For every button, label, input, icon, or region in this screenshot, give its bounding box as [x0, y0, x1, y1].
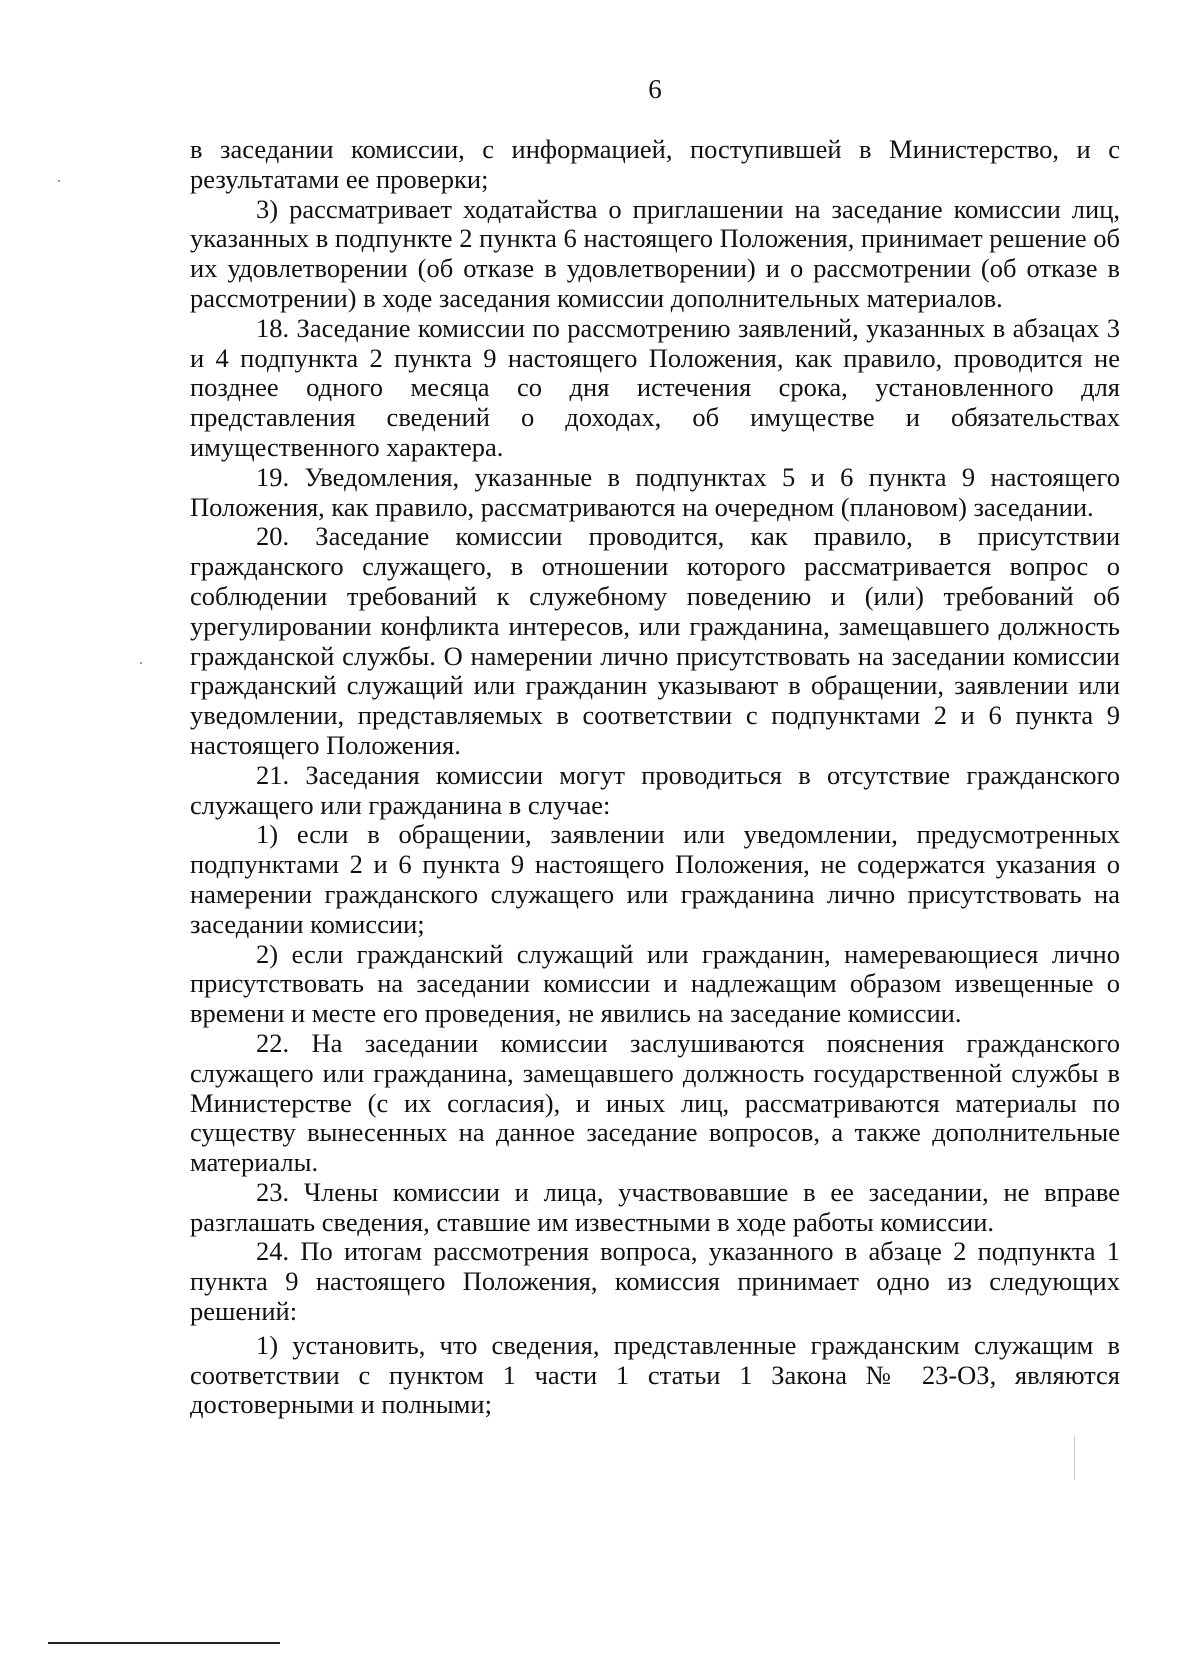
paragraph-item-21-subitem-2: 2) если гражданский служащий или гражданин, намеревающиеся лично присутствовать на заседании комиссии и надлежащим образом извещенные о времени и месте его проведения, не явились на заседание комиссии.	[190, 938, 1120, 1029]
scan-speck	[1074, 1436, 1075, 1480]
paragraph-item-19: 19. Уведомления, указанные в подпунктах 5 и 6 пункта 9 настоящего Положения, как правило, рассматриваются на очередном (плановом) заседании.	[190, 461, 1120, 522]
page-number: 6	[648, 74, 662, 104]
paragraph-continuation: в заседании комиссии, с информацией, поступившей в Министерство, и с результатами ее проверки;	[190, 134, 1120, 194]
paragraph-item-23: 23. Члены комиссии и лица, участвовавшие в ее заседании, не вправе разглашать сведения, ставшие им известными в ходе работы комиссии.	[190, 1176, 1120, 1237]
paragraph-item-20: 20. Заседание комиссии проводится, как правило, в присутствии гражданского служащего, в отношении которого рассматривается вопрос о соблюдении требований к служебному поведению и (или) требований об урегулировании конфликта интересов, или гражданина, замещавшего должность гражданской службы. О намерении лично присутствовать на заседании комиссии гражданский служащий или гражданин указывают в обращении, заявлении или уведомлении, представляемых в соответствии с подпунктами 2 и 6 пункта 9 настоящего Положения.	[190, 521, 1120, 760]
scan-speck	[58, 180, 60, 182]
paragraph-item-24: 24. По итогам рассмотрения вопроса, указанного в абзаце 2 подпункта 1 пункта 9 настоящего Положения, комиссия принимает одно из следующих решений:	[190, 1236, 1120, 1327]
document-body	[190, 135, 1120, 1420]
paragraph-item-18: 18. Заседание комиссии по рассмотрению заявлений, указанных в абзацах 3 и 4 подпункта 2 пункта 9 настоящего Положения, как правило, проводится не позднее одного месяца со дня истечения срока, установленного для представления сведений о доходах, об имуществе и обязательствах имущественного характера.	[190, 312, 1120, 462]
paragraph-item-22: 22. На заседании комиссии заслушиваются пояснения гражданского служащего или гражданина, замещавшего должность государственной службы в Министерстве (с их согласия), и иных лиц, рассматриваются материалы по существу вынесенных на данное заседание вопросов, а также дополнительные материалы.	[190, 1027, 1120, 1178]
paragraph-item-21: 21. Заседания комиссии могут проводиться в отсутствие гражданского служащего или гражданина в случае:	[190, 759, 1120, 820]
paragraph-subitem-3: 3) рассматривает ходатайства о приглашении на заседание комиссии лиц, указанных в подпункте 2 пункта 6 настоящего Положения, принимает решение об их удовлетворении (об отказе в удовлетворении) и о рассмотрении (об отказе в рассмотрении) в ходе заседания комиссии дополнительных материалов.	[190, 193, 1120, 313]
paragraph-item-24-subitem-1: 1) установить, что сведения, представленные гражданским служащим в соответствии с пунктом 1 части 1 статьи 1 Закона № 23-ОЗ, являются достоверными и полными;	[190, 1329, 1120, 1420]
scan-speck	[140, 662, 142, 664]
paragraph-item-21-subitem-1: 1) если в обращении, заявлении или уведомлении, предусмотренных подпунктами 2 и 6 пункта 9 настоящего Положения, не содержатся указания о намерении гражданского служащего или гражданина лично присутствовать на заседании комиссии;	[190, 819, 1120, 939]
footer-rule	[48, 1642, 280, 1644]
